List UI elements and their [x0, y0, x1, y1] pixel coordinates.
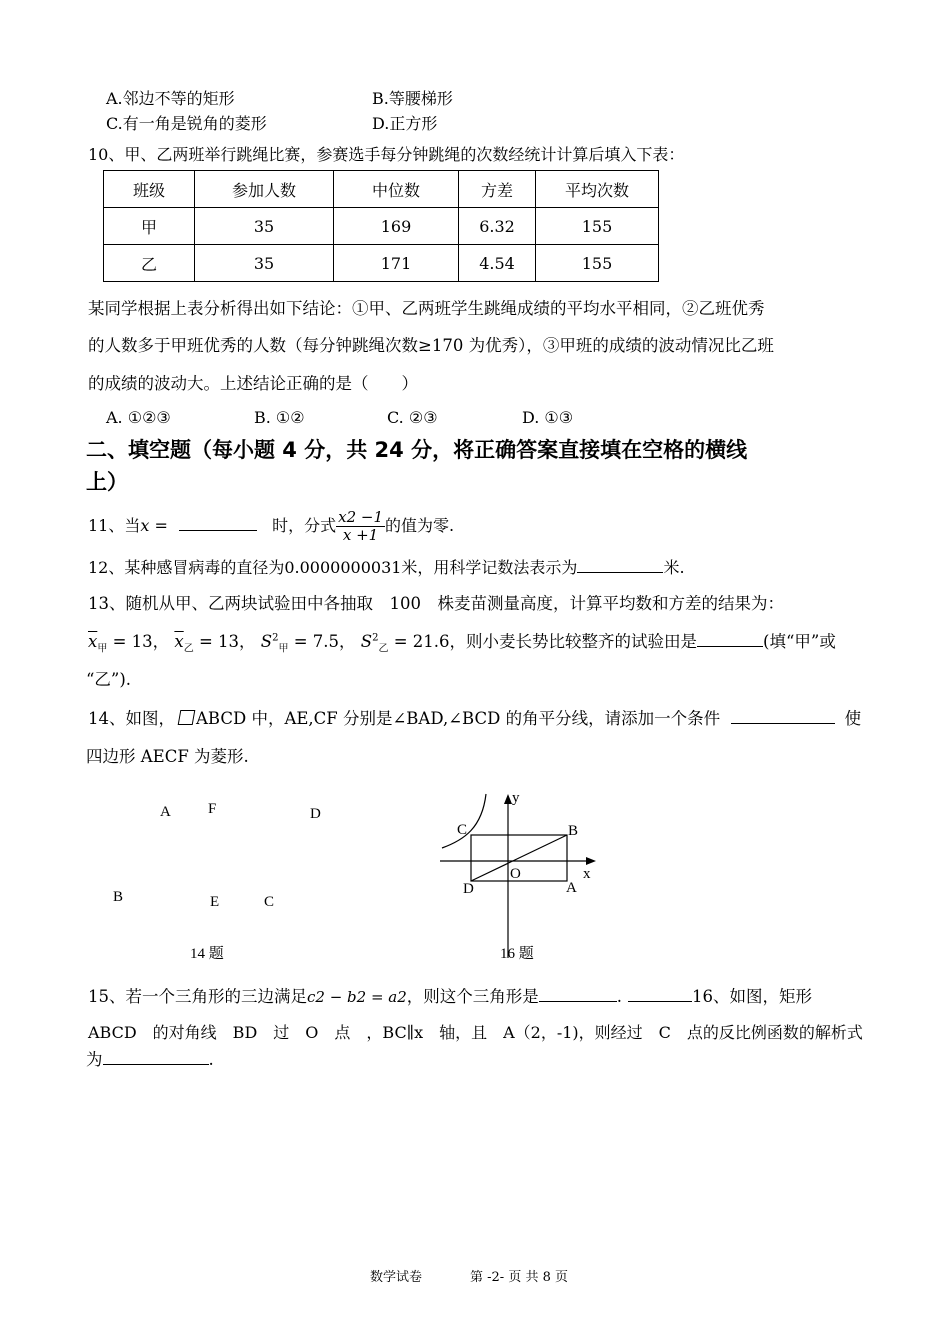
q15-dot: . [616, 987, 623, 1006]
q16-blank-leading [628, 985, 692, 1002]
mean-yi-value: = 13 [198, 632, 240, 651]
q15-expr: c2 − b2 = a2 [307, 988, 407, 1006]
fig14-caption: 14 题 [190, 946, 224, 962]
table-header: 班级 [104, 171, 195, 208]
table-cell: 4.54 [459, 245, 536, 282]
y-axis-arrow [504, 794, 512, 804]
q14-line2: 四边形 AECF 为菱形. [86, 747, 249, 766]
table-header-row [104, 171, 659, 208]
q14-prefix: 14、如图， [88, 709, 175, 728]
q11-denominator: x +1 [342, 526, 379, 544]
q16-start: 16、如图，矩形 [692, 987, 813, 1006]
fig16-label-x: x [583, 866, 591, 882]
variance-symbol: S [360, 632, 373, 651]
fig16-label-d: D [463, 881, 474, 897]
q11-fraction [336, 509, 385, 544]
q15-blank[interactable] [539, 985, 617, 1002]
q12-prefix: 12、某种感冒病毒的直径为0.0000000031米，用科学记数法表示为 [88, 558, 578, 577]
parallelogram-icon [178, 710, 196, 725]
q13-line2: $\overline{x}_甲 = 13$， $\overline{x}_乙 = 13$， $S^2_甲 = 7.5$， $S^2_乙 = 21.6$，则小麦长势比较整齐的试验田是 (填“甲”或 [88, 632, 836, 655]
mean-jia-value: = 13 [112, 632, 153, 651]
fig16-label-c: C [457, 822, 468, 838]
x-axis-arrow [586, 857, 596, 865]
table-row [104, 245, 659, 282]
q11-blank[interactable] [179, 514, 257, 531]
q16-line2: ABCD 的对角线 BD 过 O 点 ，BC∥x 轴，且 A（2，-1)，则经过 C 点的反比例函数的解析式 [88, 1023, 863, 1042]
fig14-label-b: B [113, 889, 124, 905]
fig14-label-c: C [264, 894, 275, 910]
table-row [104, 208, 659, 245]
q11 [88, 504, 454, 548]
variance-yi-value: = 21.6 [393, 632, 450, 651]
q10-option-b: B. ①② [254, 408, 305, 427]
q9-option-c: C.有一角是锐角的菱形 [106, 114, 267, 133]
q14-line1 [88, 705, 861, 729]
hyperbola-curve [442, 794, 486, 848]
q10-option-a: A. ①②③ [106, 408, 171, 427]
table-cell: 35 [195, 245, 334, 282]
q14-blank[interactable] [731, 707, 835, 724]
q14-end: 使 [844, 709, 862, 728]
q12-suffix: 米. [663, 558, 685, 577]
fig16-label-b: B [568, 823, 579, 839]
q10-option-d: D. ①③ [522, 408, 574, 427]
footer-page-number: 第 -2- 页 共 8 页 [470, 1270, 568, 1285]
square-sup: 2 [372, 632, 379, 644]
q15-prefix: 15、若一个三角形的三边满足 [88, 987, 307, 1006]
q15-mid: ，则这个三角形是 [406, 987, 539, 1006]
q9-option-d: D.正方形 [372, 114, 438, 133]
footer-subject: 数学试卷 [370, 1270, 423, 1285]
table-header: 平均次数 [536, 171, 659, 208]
q15-line1 [88, 983, 812, 1007]
mean-symbol: $\overline{x}$ [174, 632, 184, 651]
variance-jia-value: = 7.5 [293, 632, 340, 651]
table-cell: 155 [536, 208, 659, 245]
table-cell: 169 [334, 208, 459, 245]
q13-tail: ，则小麦长势比较整齐的试验田是 [449, 632, 698, 651]
q10-line1: 某同学根据上表分析得出如下结论：①甲、乙两班学生跳绳成绩的平均水平相同，②乙班优秀 [88, 299, 765, 318]
q13-line3: “乙”). [86, 670, 132, 689]
table-cell: 35 [195, 208, 334, 245]
score-table [103, 170, 659, 282]
table-cell: 155 [536, 245, 659, 282]
table-header: 中位数 [334, 171, 459, 208]
q12 [88, 555, 685, 578]
q10-line3: 的成绩的波动大。上述结论正确的是（ ） [88, 374, 418, 393]
fig14-label-f: F [208, 801, 217, 817]
q11-numerator: x2 −1 [338, 508, 383, 526]
mean-symbol: $\overline{x}$ [88, 632, 98, 651]
q10-option-c: C. ②③ [387, 408, 438, 427]
table-header: 方差 [459, 171, 536, 208]
section-heading-line1: 二、填空题（每小题 4 分，共 24 分，将正确答案直接填在空格的横线 [86, 438, 748, 462]
variance-symbol: S [260, 632, 273, 651]
q10-line2: 的人数多于甲班优秀的人数（每分钟跳绳次数≥170 为优秀），③甲班的成绩的波动情况比乙班 [88, 336, 774, 355]
q11-eq: = [149, 516, 168, 535]
q16-blank[interactable] [103, 1048, 209, 1065]
fig16-label-y: y [512, 790, 520, 806]
fig14-label-e: E [210, 894, 220, 910]
table-cell: 甲 [104, 208, 195, 245]
table-header: 参加人数 [195, 171, 334, 208]
fig16-label-o: O [510, 866, 521, 882]
q11-var: x [140, 516, 150, 535]
q16-end: . [208, 1050, 214, 1069]
q13-blank[interactable] [697, 630, 763, 647]
section-heading-line2: 上） [86, 470, 128, 494]
subscript-jia: 甲 [278, 643, 289, 655]
q10-stem: 10、甲、乙两班举行跳绳比赛，参赛选手每分钟跳绳的次数经统计计算后填入下表： [88, 145, 685, 164]
q13-tail2: (填“甲”或 [763, 632, 836, 651]
q16-line3 [86, 1046, 214, 1070]
q16-prefix: 为 [86, 1050, 103, 1069]
q11-prefix: 11、当 [88, 516, 141, 535]
fig16-caption: 16 题 [500, 946, 534, 962]
fig14-label-a: A [160, 804, 171, 820]
subscript-yi: 乙 [378, 643, 389, 655]
subscript-yi: 乙 [183, 643, 194, 655]
table-cell: 6.32 [459, 208, 536, 245]
q11-mid: 时，分式 [272, 516, 337, 535]
q11-suffix: 的值为零. [385, 516, 455, 535]
q9-option-b: B.等腰梯形 [372, 89, 453, 108]
subscript-jia: 甲 [97, 643, 108, 655]
q12-blank[interactable] [577, 556, 663, 573]
table-cell: 171 [334, 245, 459, 282]
square-sup: 2 [272, 632, 279, 644]
q14-text: ABCD 中，AE,CF 分别是∠BAD,∠BCD 的角平分线，请添加一个条件 [196, 709, 721, 728]
q13-line1: 13、随机从甲、乙两块试验田中各抽取 100 株麦苗测量高度，计算平均数和方差的结果为： [88, 594, 784, 613]
fig16-graph [436, 788, 606, 958]
fig14-label-d: D [310, 806, 321, 822]
fig16-label-a: A [566, 880, 577, 896]
q9-option-a: A.邻边不等的矩形 [106, 89, 235, 108]
table-cell: 乙 [104, 245, 195, 282]
